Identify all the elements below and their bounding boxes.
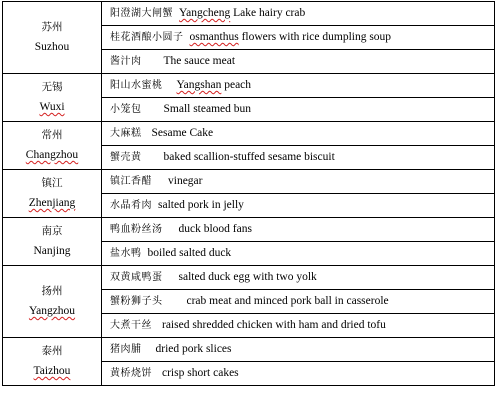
- dish-cell: [102, 74, 495, 98]
- dish-name-english: crisp short cakes: [162, 366, 239, 379]
- dish-name-chinese: 鸭血粉丝汤: [110, 223, 163, 235]
- table-row: [3, 170, 495, 194]
- city-name-english: Yangzhou: [28, 304, 76, 317]
- dish-cell: [102, 218, 495, 242]
- city-cell-suzhou: [3, 2, 102, 74]
- spellcheck-flagged-word: osmanthus: [189, 30, 239, 43]
- city-cell-changzhou: [3, 122, 102, 170]
- city-cell-taizhou: [3, 338, 102, 386]
- dish-name-chinese: 蟹粉狮子头: [110, 295, 163, 307]
- dish-cell: [102, 314, 495, 338]
- dish-name-english: baked scallion-stuffed sesame biscuit: [163, 150, 335, 163]
- dish-cell: [102, 170, 495, 194]
- dish-cell: [102, 362, 495, 386]
- dish-name-english: salted duck egg with two yolk: [178, 270, 317, 283]
- dish-cell: [102, 338, 495, 362]
- city-name-chinese: 南京: [41, 224, 63, 237]
- dish-name-english: Small steamed bun: [163, 102, 252, 115]
- table-row: [3, 338, 495, 362]
- dish-cell: [102, 122, 495, 146]
- city-cell-nanjing: [3, 218, 102, 266]
- city-name-english: Nanjing: [33, 244, 71, 257]
- dish-name-chinese: 猪肉脯: [110, 343, 142, 355]
- dish-cell: [102, 290, 495, 314]
- city-name-english: Changzhou: [25, 148, 79, 161]
- city-name-english: Suzhou: [34, 40, 70, 53]
- dish-name-chinese: 大麻糕: [110, 127, 142, 139]
- city-name-english: Taizhou: [33, 364, 71, 377]
- city-name-chinese: 泰州: [41, 344, 63, 357]
- table-row: [3, 2, 495, 26]
- dish-cell: [102, 98, 495, 122]
- table-row: [3, 266, 495, 290]
- spellcheck-flagged-word: Yangshan: [176, 78, 222, 91]
- dish-cell: [102, 242, 495, 266]
- dish-name-chinese: 镇江香醋: [110, 175, 152, 187]
- dish-name-english: raised shredded chicken with ham and dried tofu: [162, 318, 386, 331]
- city-cell-zhenjiang: [3, 170, 102, 218]
- city-name-chinese: 常州: [41, 128, 63, 141]
- dish-name-english: vinegar: [168, 174, 203, 187]
- dish-name-english: salted pork in jelly: [158, 198, 244, 211]
- city-name-chinese: 镇江: [41, 176, 63, 189]
- dish-cell: [102, 266, 495, 290]
- table-row: [3, 74, 495, 98]
- dish-name-chinese: 蟹壳黄: [110, 151, 142, 163]
- city-name-english: Wuxi: [39, 100, 65, 113]
- dish-cell: [102, 26, 495, 50]
- dish-cell: [102, 50, 495, 74]
- dish-name-english: Yangshan peach: [176, 78, 252, 91]
- dish-name-chinese: 酱汁肉: [110, 55, 142, 67]
- city-name-chinese: 扬州: [41, 284, 63, 297]
- dish-name-chinese: 大煮干丝: [110, 319, 152, 331]
- dish-cell: [102, 2, 495, 26]
- dish-name-english: boiled salted duck: [147, 246, 232, 259]
- table-row: [3, 218, 495, 242]
- city-cell-yangzhou: [3, 266, 102, 338]
- dish-name-english: duck blood fans: [178, 222, 252, 235]
- dish-name-chinese: 桂花酒酿小圆子: [110, 31, 184, 43]
- dish-name-english: Yangcheng Lake hairy crab: [179, 6, 306, 19]
- dish-name-english: osmanthus flowers with rice dumpling soup: [189, 30, 392, 43]
- dish-name-chinese: 阳澄湖大闸蟹: [110, 7, 173, 19]
- city-name-english: Zhenjiang: [28, 196, 76, 209]
- dish-name-english: Sesame Cake: [151, 126, 214, 139]
- dish-cell: [102, 146, 495, 170]
- city-name-chinese: 无锡: [41, 80, 63, 93]
- dish-name-english: crab meat and minced pork ball in casserole: [186, 294, 389, 307]
- dish-name-chinese: 小笼包: [110, 103, 142, 115]
- dish-name-chinese: 黄桥烧饼: [110, 367, 152, 379]
- dish-name-english: The sauce meat: [163, 54, 236, 67]
- specialty-food-table: [2, 1, 495, 386]
- dish-name-english: dried pork slices: [155, 342, 232, 355]
- dish-name-chinese: 阳山水蜜桃: [110, 79, 163, 91]
- spellcheck-flagged-word: Yangcheng: [179, 6, 231, 19]
- dish-name-chinese: 水晶肴肉: [110, 199, 152, 211]
- dish-name-chinese: 盐水鸭: [110, 247, 142, 259]
- dish-name-chinese: 双黄咸鸭蛋: [110, 271, 163, 283]
- city-cell-wuxi: [3, 74, 102, 122]
- table-body: [3, 2, 495, 386]
- dish-cell: [102, 194, 495, 218]
- city-name-chinese: 苏州: [41, 20, 63, 33]
- table-row: [3, 122, 495, 146]
